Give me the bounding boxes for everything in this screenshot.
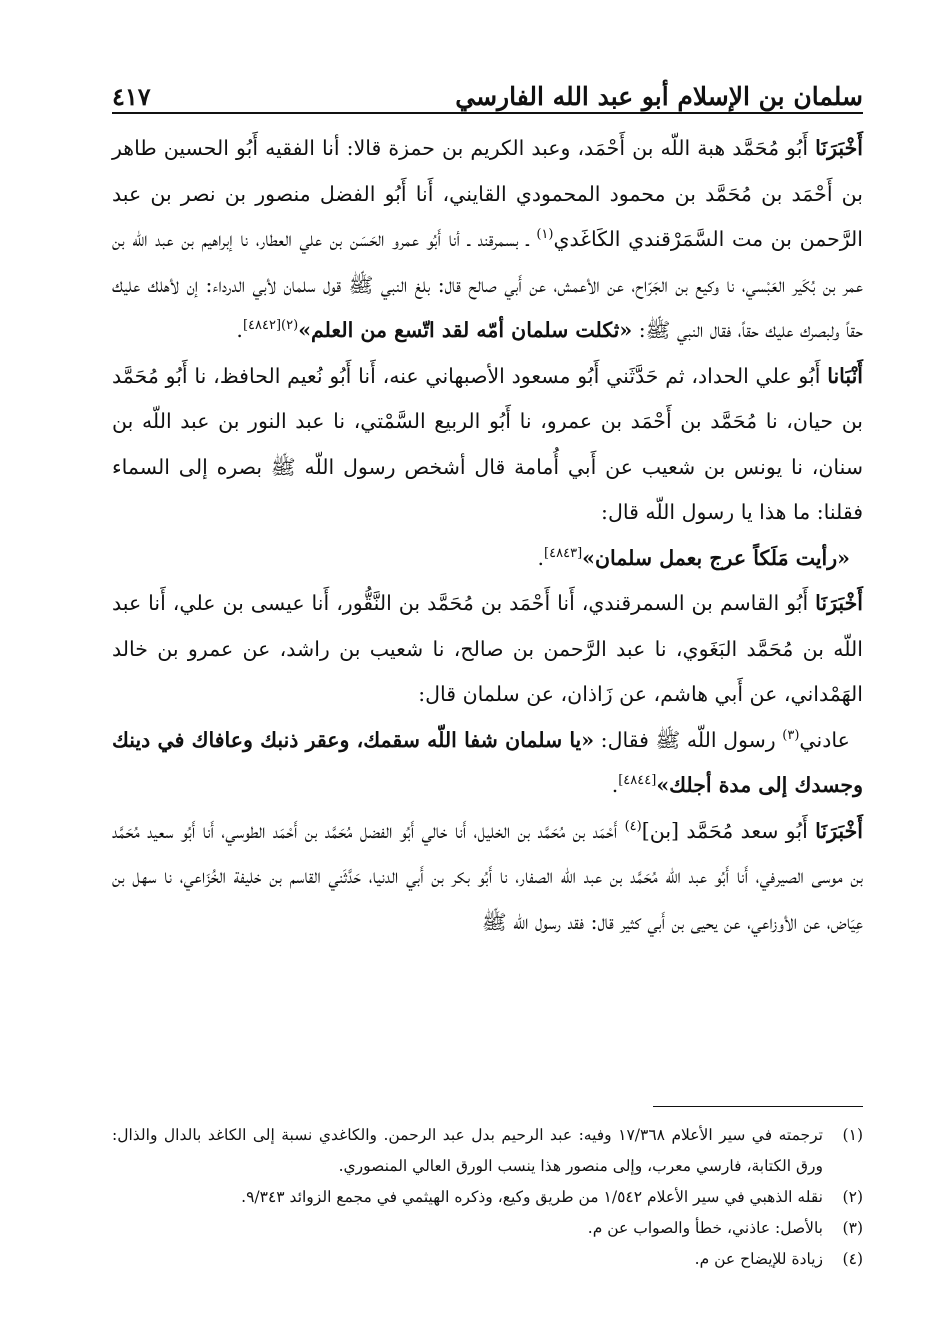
paragraph-text: ـ بسمرقند ـ أنا أَبُو عمرو الحَسَن بن علي العطار، نا إبراهيم بن عبد اللّه بن عمر بن بُكَير العَبْسي، نا وكيع بن الجَرّاح، عن الأعمش، عن أَبي صالح قال: بلغ النبي ﷺ قول سلمان لأبي الدرداء: إن لأهلك عليك حقاً ولبصرك عليك حقاً، فقال النبي ﷺ: <box>112 227 863 342</box>
hadith-text: «يا سلمان شفا اللّه سقمك، وعقر ذنبك وعافاك في دينك وجسدك إلى مدة أجلك» <box>112 727 863 797</box>
chain-lead-word: أَخْبَرَنَا <box>815 818 863 843</box>
footnote-text: نقله الذهبي في سير الأعلام ١/٥٤٢ من طريق وكيع، وذكره الهيثمي في مجمع الزوائد ٩/٣٤٣. <box>241 1188 823 1206</box>
paragraph-6 <box>112 809 863 946</box>
paragraph-text: أَبُو سعد مُحَمَّد [بن] <box>641 818 816 843</box>
footnote-mark: (٤) <box>842 1250 863 1268</box>
header-rule <box>112 112 863 114</box>
footnote-mark: (١) <box>842 1126 863 1144</box>
hadith-text: «رأيت مَلَكاً عرج بعمل سلمان» <box>582 545 850 570</box>
chain-lead-word: أَخْبَرَنَا <box>815 136 863 160</box>
footnote-text: زيادة للإيضاح عن م. <box>694 1250 823 1268</box>
paragraph-end: . <box>537 545 545 570</box>
hadith-number: [٤٨٤٣] <box>544 545 583 561</box>
footnote <box>112 1120 863 1182</box>
main-text <box>112 126 863 945</box>
footnote-mark: (٢) <box>842 1188 863 1206</box>
paragraph-5 <box>112 718 863 809</box>
footnote <box>112 1182 863 1213</box>
paragraph-end: . <box>236 318 243 342</box>
running-title: سلمان بن الإسلام أبو عبد الله الفارسي <box>455 81 863 111</box>
paragraph-3 <box>112 536 863 582</box>
page-number: ٤١٧ <box>112 81 151 111</box>
hadith-number: [٤٨٤٢] <box>242 318 282 334</box>
chain-lead-word: أَنْبَانا <box>827 363 863 388</box>
page-header <box>112 64 863 110</box>
footnote-ref: (١) <box>536 227 554 243</box>
hadith-text: «ثكلت سلمان أمّه لقد اتّسع من العلم» <box>298 318 633 342</box>
footnote-ref: (٣) <box>782 727 800 743</box>
chain-lead-word: أَخْبَرَنَا <box>815 591 863 615</box>
paragraph-text: أَبُو القاسم بن السمرقندي، أَنا أَحْمَد بن مُحَمَّد بن النَّقُّور، أَنا عيسى بن علي، أَنا عبد اللّه بن مُحَمَّد البَغَوي، نا عبد الرَّحمن بن صالح، نا شعيب بن راشد، عن عمرو بن خالد الهَمْداني، عن أَبي هاشم، عن زَاذان، عن سلمان قال: <box>112 591 863 706</box>
paragraph-1 <box>112 126 863 354</box>
paragraph-4 <box>112 581 863 718</box>
paragraph-text: رسول اللّه ﷺ فقال: <box>594 727 783 752</box>
paragraph-text: أَبُو مُحَمَّد هبة اللّه بن أَحْمَد، وعبد الكريم بن حمزة قالا: أنا الفقيه أَبُو الحسين طاهر بن أَحْمَد بن مُحَمَّد بن محمود المحمودي القايني، أَنا أَبُو الفضل منصور بن نصر بن عبد الرَّحمن بن مت السَّمَرْقندي الكَاغَدي <box>112 136 863 251</box>
paragraph-text: عادني <box>799 727 850 752</box>
paragraph-text: أَحْمَد بن مُحَمَّد بن الخليل، أَنا خالي أَبُو الفضل مُحَمَّد بن أَحْمَد الطوسي، أَنا أَبُو سعيد مُحَمَّد بن موسى الصيرفي، أَنا أَبُو عبد اللّه مُحَمَّد بن عبد اللّه الصفار، نا أَبُو بكر بن أَبي الدنيا، حَدَّثَني القاسم بن خليفة الخُزَاعي، نا سهل بن عِيَاض، عن الأوزاعي، عن يحيى بن أَبي كثير قال: فقد رسول اللّه ﷺ <box>112 818 863 934</box>
footnote-ref: (٤) <box>624 818 642 834</box>
footnotes <box>112 1120 863 1275</box>
footnote-text: ترجمته في سير الأعلام ١٧/٣٦٨ وفيه: عبد الرحيم بدل عبد الرحمن. والكاغدي نسبة إلى الكاغد بالدال والذال: ورق الكتابة، فارسي معرب، وإلى منصور هذا ينسب الورق العالي المنصوري. <box>112 1126 823 1175</box>
footnote <box>112 1213 863 1244</box>
footnote-text: بالأصل: عاذني، خطأ والصواب عن م. <box>587 1219 823 1237</box>
footnote-ref: (٢) <box>281 318 299 334</box>
footnote <box>112 1244 863 1275</box>
footnote-mark: (٣) <box>842 1219 863 1237</box>
footnote-rule <box>653 1106 863 1107</box>
paragraph-end: . <box>611 773 619 797</box>
hadith-number: [٤٨٤٤] <box>618 773 657 789</box>
paragraph-text: أَبُو علي الحداد، ثم حَدَّثَني أَبُو مسعود الأصبهاني عنه، أَنا أَبُو نُعيم الحافظ، نا أَبُو مُحَمَّد بن حيان، نا مُحَمَّد بن أَحْمَد بن عمرو، نا أَبُو الربيع السَّمْتي، نا عبد النور بن عبد اللّه بن سنان، نا يونس بن شعيب عن أَبي أُمامة قال أشخص رسول اللّه ﷺ بصره إلى السماء فقلنا: ما هذا يا رسول اللّه قال: <box>112 363 863 524</box>
paragraph-2 <box>112 354 863 536</box>
